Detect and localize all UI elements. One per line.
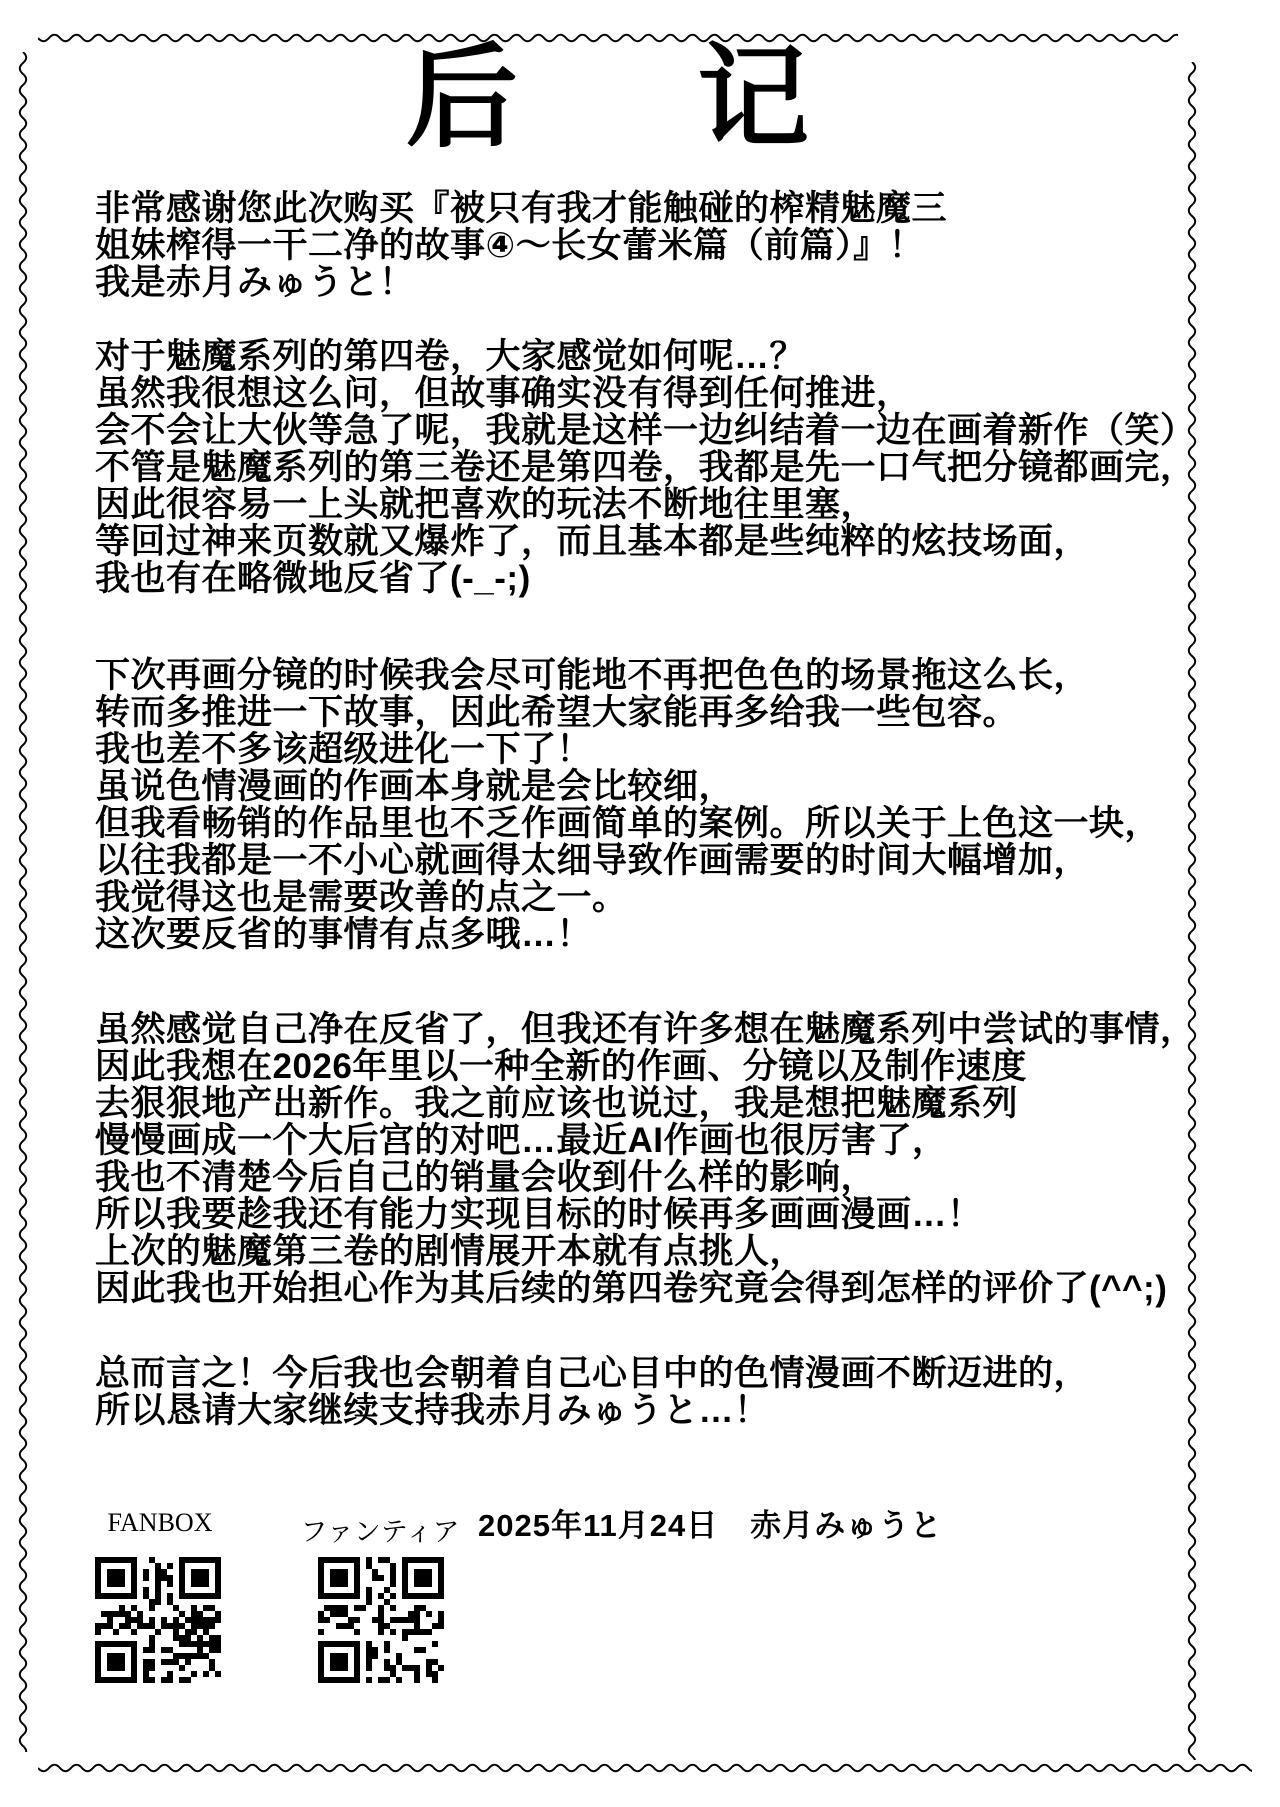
text-line: 非常感谢您此次购买『被只有我才能触碰的榨精魅魔三 — [95, 189, 948, 228]
text-line: 会不会让大伙等急了呢，我就是这样一边纠结着一边在画着新作（笑） — [95, 411, 1196, 450]
text-line: 所以恳请大家继续支持我赤月みゅうと…！ — [95, 1391, 770, 1430]
border-bottom-wave — [38, 1762, 1252, 1774]
paragraph — [95, 1355, 1260, 1429]
text-line: 因此我也开始担心作为其后续的第四卷究竟会得到怎样的评价了(^^;) — [95, 1269, 1168, 1308]
text-line: 我也不清楚今后自己的销量会收到什么样的影响， — [95, 1158, 877, 1197]
text-line: 虽说色情漫画的作画本身就是会比较细， — [95, 767, 735, 806]
paragraph — [95, 1011, 1260, 1307]
text-line: 虽然感觉自己净在反省了，但我还有许多想在魅魔系列中尝试的事情， — [95, 1010, 1196, 1049]
fantia-label: ファンティア — [300, 1517, 460, 1547]
text-line: 因此很容易一上头就把喜欢的玩法不断地往里塞， — [95, 485, 877, 524]
text-line: 我觉得这也是需要改善的点之一。 — [95, 878, 628, 917]
text-line: 我也差不多该超级进化一下了！ — [95, 730, 593, 769]
text-line: 等回过神来页数就又爆炸了，而且基本都是些纯粹的炫技场面， — [95, 522, 1090, 561]
text-line: 总而言之！今后我也会朝着自己心目中的色情漫画不断迈进的， — [95, 1354, 1090, 1393]
text-line: 去狠狠地产出新作。我之前应该也说过，我是想把魅魔系列 — [95, 1084, 1019, 1123]
text-line: 因此我想在2026年里以一种全新的作画、分镜以及制作速度 — [95, 1047, 1027, 1086]
text-line: 姐妹榨得一干二净的故事④〜长女蕾米篇（前篇）』！ — [95, 226, 925, 265]
text-line: 但我看畅销的作品里也不乏作画简单的案例。所以关于上色这一块， — [95, 804, 1161, 843]
fanbox-qr-code — [95, 1557, 221, 1683]
fanbox-label: FANBOX — [107, 1508, 213, 1537]
text-line: 转而多推进一下故事，因此希望大家能再多给我一些包容。 — [95, 693, 1019, 732]
fantia-qr-code — [318, 1557, 444, 1683]
text-line: 上次的魅魔第三卷的剧情展开本就有点挑人， — [95, 1232, 806, 1271]
paragraph — [95, 190, 1260, 301]
text-line: 以往我都是一不小心就画得太细导致作画需要的时间大幅增加， — [95, 841, 1090, 880]
paragraph — [95, 338, 1260, 597]
text-line: 不管是魅魔系列的第三卷还是第四卷，我都是先一口气把分镜都画完， — [95, 448, 1196, 487]
page-title: 后记 — [405, 35, 989, 160]
date-signature: 2025年11月24日 赤月みゅうと — [478, 1508, 943, 1543]
border-left-wave — [17, 52, 29, 1752]
text-line: 对于魅魔系列的第四卷，大家感觉如何呢…？ — [95, 337, 806, 376]
text-line: 我是赤月みゅうと！ — [95, 263, 415, 302]
afterword-body — [95, 190, 1260, 1429]
text-line: 下次再画分镜的时候我会尽可能地不再把色色的场景拖这么长， — [95, 656, 1090, 695]
paragraph — [95, 657, 1260, 953]
text-line: 这次要反省的事情有点多哦…！ — [95, 915, 593, 954]
text-line: 所以我要趁我还有能力实现目标的时候再多画画漫画…！ — [95, 1195, 983, 1234]
text-line: 慢慢画成一个大后宫的对吧…最近AI作画也很厉害了， — [95, 1121, 948, 1160]
text-line: 虽然我很想这么问，但故事确实没有得到任何推进， — [95, 374, 912, 413]
text-line: 我也有在略微地反省了(-_-;) — [95, 559, 531, 598]
